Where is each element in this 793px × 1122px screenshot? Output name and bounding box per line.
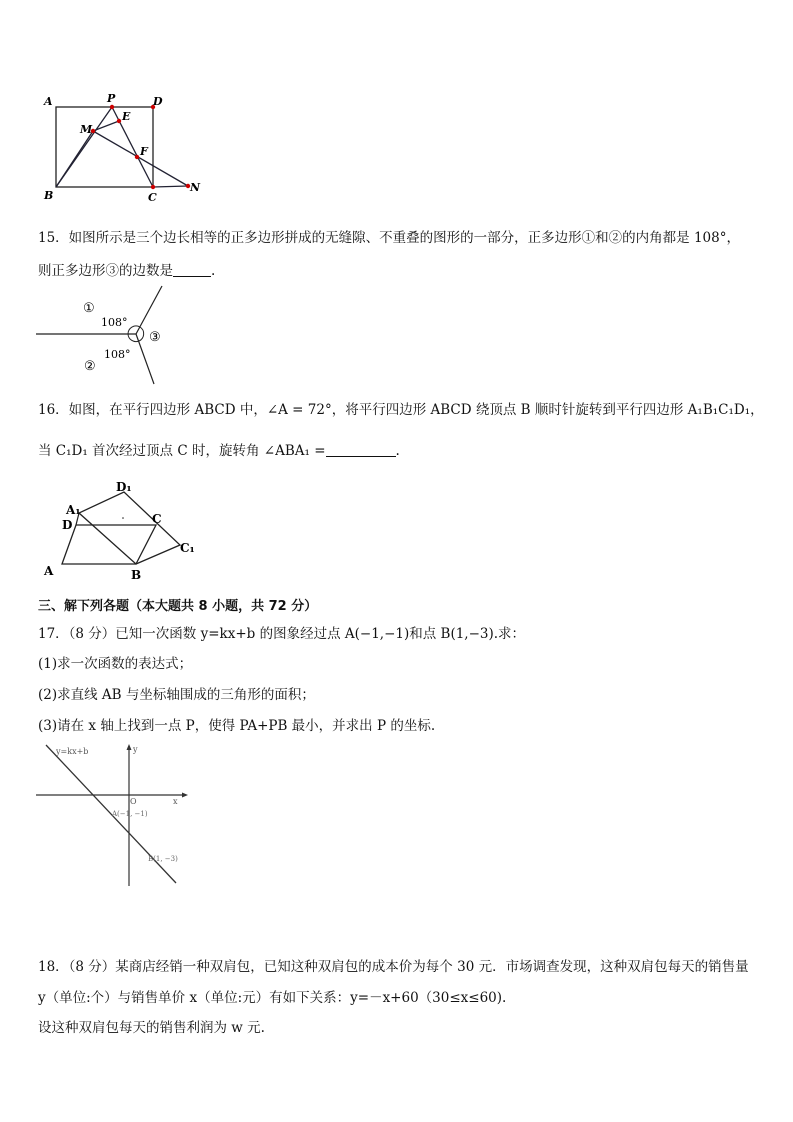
label-d1: D₁ xyxy=(116,480,132,494)
q15-line2 xyxy=(38,262,215,280)
label-c1: C₁ xyxy=(180,541,195,555)
q17-part2: (2)求直线 AB 与坐标轴围成的三角形的面积； xyxy=(38,687,315,703)
q18-line2: y（单位:个）与销售单价 x（单位:元）有如下关系：y=－x+60（30≤x≤60). xyxy=(38,990,507,1006)
polygon-label-3: ③ xyxy=(149,330,161,345)
q15-line1: 15．如图所示是三个边长相等的正多边形拼成的无缝隙、不重叠的图形的一部分，正多边形①和②的内角都是 108°， xyxy=(38,230,740,246)
figure-q14 xyxy=(36,90,206,205)
graph-x-label: x xyxy=(173,797,178,806)
q18-line1: 18．（8 分）某商店经销一种双肩包，已知这种双肩包的成本价为每个 30 元．市场调查发现，这种双肩包每天的销售量 xyxy=(38,959,749,975)
q18-line3: 设这种双肩包每天的销售利润为 w 元. xyxy=(38,1020,265,1036)
label-a: A xyxy=(44,564,54,578)
polygon-label-2: ② xyxy=(84,359,96,374)
q16-line2-prefix: 当 C₁D₁ 首次经过顶点 C 时，旋转角 ∠ABA₁ = xyxy=(38,443,326,459)
answer-blank-q15[interactable] xyxy=(173,262,211,277)
q16-line2-suffix: . xyxy=(395,443,400,459)
label-d: D xyxy=(62,518,73,532)
label-c: C xyxy=(152,512,162,526)
label-f: F xyxy=(140,145,148,158)
q17-part1: (1)求一次函数的表达式； xyxy=(38,656,193,672)
label-b: B xyxy=(131,568,142,582)
label-a: A xyxy=(44,95,53,108)
label-p: P xyxy=(107,92,116,105)
label-b: B xyxy=(44,189,54,202)
parallelogram-a1b1c1d1 xyxy=(79,492,180,564)
polygon-label-1: ① xyxy=(83,301,95,316)
q16-line2 xyxy=(38,442,400,460)
graph-point-a-label: A(−1, −1) xyxy=(112,810,148,818)
angle-label-1: 108° xyxy=(101,316,128,329)
segment-mn xyxy=(93,131,188,186)
graph-line-label: y=kx+b xyxy=(56,747,89,756)
label-a1: A₁ xyxy=(66,503,81,517)
parallelogram-abcd xyxy=(62,525,156,564)
graph-point-b-label: B(1, −3) xyxy=(148,855,178,863)
segment-me xyxy=(93,121,119,131)
graph-origin-label: O xyxy=(130,797,137,806)
figure-q16 xyxy=(38,478,208,586)
q15-line2-prefix: 则正多边形③的边数是 xyxy=(38,263,173,279)
label-m: M xyxy=(80,123,93,136)
q17-line1: 17．（8 分）已知一次函数 y=kx+b 的图象经过点 A(−1,−1)和点 B(1,−3).求： xyxy=(38,626,526,642)
answer-blank-q16[interactable] xyxy=(326,442,396,457)
q16-line1: 16．如图，在平行四边形 ABCD 中，∠A = 72°，将平行四边形 ABCD 绕顶点 B 顺时针旋转到平行四边形 A₁B₁C₁D₁， xyxy=(38,402,764,418)
q15-line2-suffix: . xyxy=(211,263,216,279)
figure-q17-graph xyxy=(36,743,196,888)
label-e: E xyxy=(122,110,131,123)
segment-cn xyxy=(153,186,188,187)
section-heading: 三、解下列各题（本大题共 8 小题，共 72 分） xyxy=(38,599,318,614)
label-c: C xyxy=(148,191,157,204)
label-n: N xyxy=(190,181,201,194)
label-d: D xyxy=(153,95,163,108)
figure-q15 xyxy=(36,283,186,388)
q17-part3: (3)请在 x 轴上找到一点 P，使得 PA+PB 最小，并求出 P 的坐标. xyxy=(38,718,436,734)
angle-label-2: 108° xyxy=(104,348,131,361)
graph-y-label: y xyxy=(133,745,138,754)
square-abcd xyxy=(56,107,153,187)
